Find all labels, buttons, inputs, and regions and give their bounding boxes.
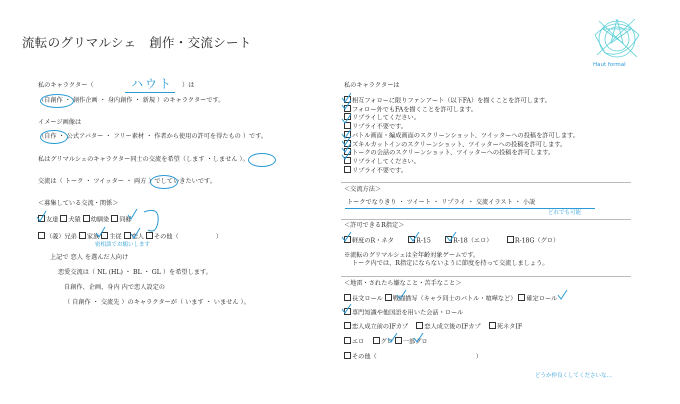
rel-doukyou: 同郷	[119, 216, 132, 224]
rel-kazoku: 家族	[86, 233, 100, 241]
method-line: トークでなりきり ・ ツイート ・ リプライ ・ 交流イラスト ・ 小説	[347, 199, 536, 206]
fa-item: 相互フォローに限りファンアート（以下FA）を描くことを許可します。	[344, 96, 551, 105]
rating-note-1: ※流転のグリマルシェは全年齢対象ゲームです。	[344, 252, 480, 259]
checkbox-ng-other[interactable]	[344, 352, 351, 359]
circle-jisousaku	[40, 94, 74, 108]
logo-text: Haut formal	[593, 62, 626, 68]
rel-tomodachi: 友達	[46, 216, 59, 224]
relation-note: 密相談でお願いします	[95, 242, 151, 248]
romance-pref: 恋愛交流は（ NL (HL) ・ BL ・ GL ）を希望します。	[58, 269, 212, 276]
ng-checkmarks	[340, 288, 620, 348]
right-checkmarks	[340, 92, 354, 172]
fa-item: リプライ不要です。	[344, 122, 551, 131]
fa-item: リプライしてください。	[344, 113, 551, 122]
ng-row-2: 専門知識や他国語を用いた会話・ロール	[344, 308, 463, 318]
ng-row-5: その他（ ）	[344, 352, 482, 362]
ss-item: ズキルカットインのスクリーンショット、ツイッターへの投稿を許可します。	[344, 140, 579, 149]
ng-row-4: エロ グロ 一部グロ	[344, 337, 428, 347]
romance-scope: 自創作、企画、身内 内で恋人設定の	[64, 284, 165, 291]
ss-item: バトル画面・編成画面のスクリーンショット、ツイッターへの投稿を許可します。	[344, 131, 579, 140]
rating-header: ＜許可できるR指定＞	[344, 222, 405, 229]
ng-row-1: 長文ロール 戦闘描写（キャラ同士のバトル・喧嘩など） 確定ロール	[344, 294, 557, 304]
ng-row-3: 恋人成立前のIFカプ 恋人成立後のIFカプ 死ネタIF	[344, 322, 522, 332]
divider	[341, 182, 631, 183]
image-label: イメージ画像は	[38, 119, 82, 126]
rating-note-2: トーク内では、R指定にならないように節度を持って交流しましょう。	[352, 260, 549, 267]
recruit-header: ＜募集している交流・関係＞	[38, 200, 119, 207]
exchange-wish: 私はグリマルシェのキャラクター同士の交流を希望（します ・しません ）。	[38, 156, 249, 163]
my-chara-suffix: ）は	[182, 82, 195, 89]
divider	[341, 276, 631, 277]
rel-koibito: 恋人	[131, 233, 144, 241]
divider	[341, 219, 631, 220]
image-line: （自作 ・ 公式アバター ・ フリー素材 ・ 作者から使用の許可を得たもの ）です。	[38, 133, 268, 140]
circle-shimasu	[248, 153, 276, 167]
romance-chara: （ 自創作 ・ 交流先 ）のキャラクターが（ います ・ いません ）。	[64, 299, 250, 306]
fa-permission-list	[344, 96, 551, 131]
rating-row: 軽度のR・ネタ R-15 R-18（エロ） R-18G（グロ）	[344, 236, 559, 246]
rel-kyoudai: （義）兄弟	[46, 233, 77, 241]
fa-item: フォロー外でもFAを描くことを許可します。	[344, 105, 551, 114]
footer-note: どうか仲良くしてくださいな…	[535, 373, 613, 379]
circle-ryouhou	[150, 175, 178, 189]
right-chara-header: 私のキャラクターは	[344, 82, 400, 89]
checkbox-r18g[interactable]	[507, 236, 514, 243]
emblem-logo	[585, 13, 655, 73]
ng-header: ＜地雷・されたら嫌なこと・苦手なこと＞	[344, 280, 462, 287]
ss-item: トークの会話のスクリーンショット、ツイッターへの投稿を許可します。	[344, 148, 579, 157]
name-underline	[125, 92, 175, 93]
rating-checkmarks	[340, 230, 480, 244]
romance-intro: 上記で 恋人 を選んだ人向け	[50, 254, 129, 261]
exchange-method: 交流は（ トーク ・ ツイッター ・ 両方 ）でしていきたいです。	[38, 178, 216, 185]
circle-jisaku	[40, 130, 68, 144]
rel-shujuu: 主従	[109, 233, 122, 241]
ss-item: リプライしてください。	[344, 157, 579, 166]
method-note: どれでも可能	[548, 210, 582, 216]
ss-item: リプライ不要です。	[344, 166, 579, 175]
sheet-title: 流転のグリマルシェ 創作・交流シート	[22, 35, 252, 50]
my-chara-prefix: 私のキャラクター（	[38, 82, 94, 89]
rel-osananajimi: 幼馴染	[90, 216, 110, 224]
my-chara-name: ハウト	[131, 77, 174, 91]
rel-sonota: その他（ ）	[153, 233, 222, 241]
screenshot-permission-list	[344, 131, 579, 175]
chara-type-line: （自創作 ・ 創作企画 ・ 身内創作 ・ 新規 ）のキャラクターです。	[38, 97, 225, 104]
rel-kenen: 犬猿	[68, 216, 81, 224]
method-header: ＜交流方法＞	[344, 186, 382, 193]
